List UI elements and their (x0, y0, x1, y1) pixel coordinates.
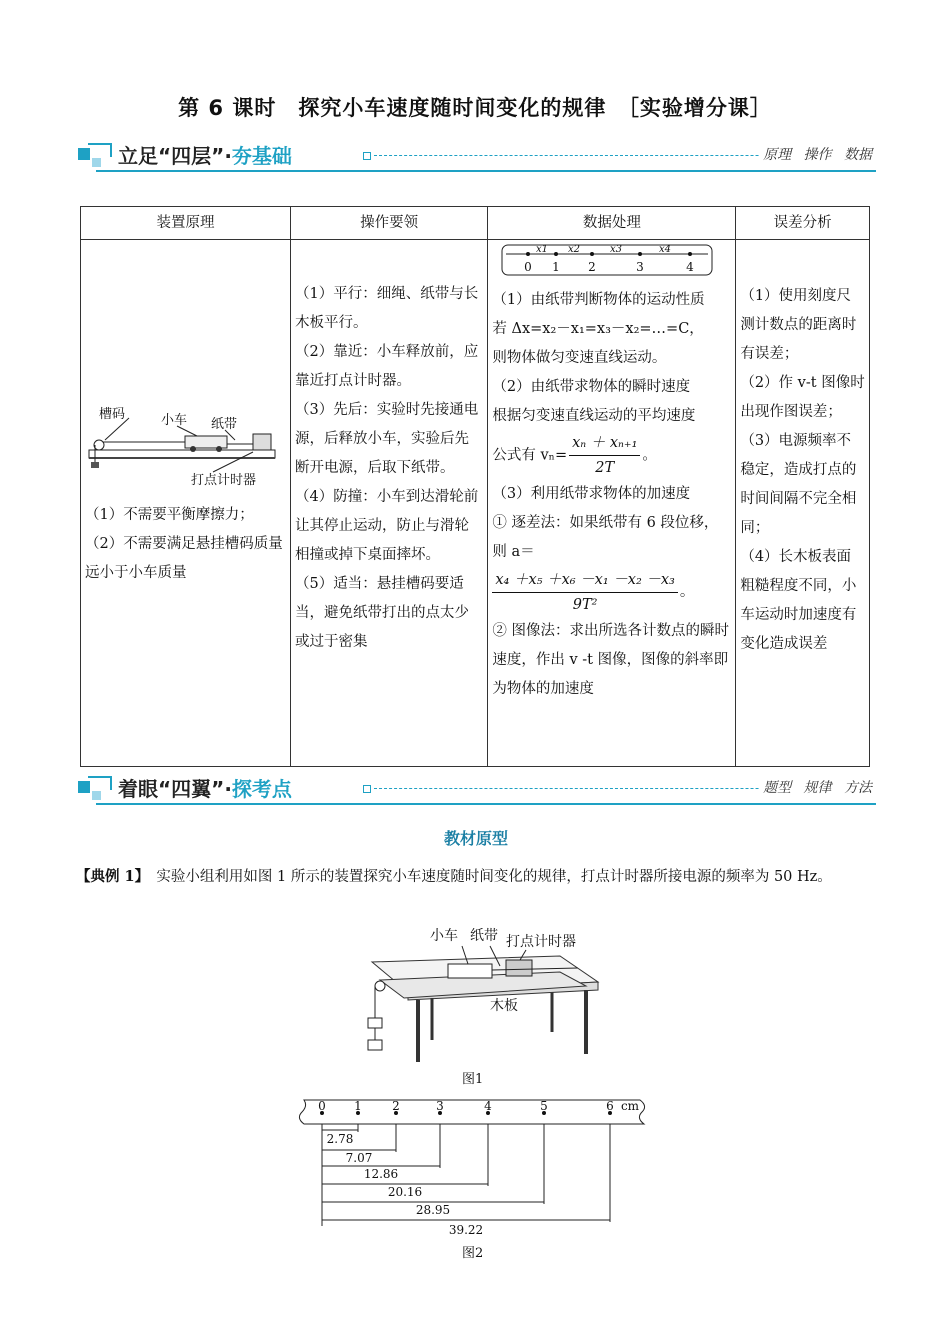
data-line: ① 逐差法：如果纸带有 6 段位移，则 a＝ (492, 515, 719, 560)
col-header: 误差分析 (736, 207, 870, 240)
data-line: ② 图像法：求出所选各计数点的瞬时速度，作出 v -t 图像，图像的斜率即为物体的加速度 (492, 623, 729, 697)
distance-label: 12.86 (363, 1167, 399, 1181)
banner-square-icon (78, 781, 90, 793)
section-tag: 教材原型 (418, 826, 534, 852)
label-xiao-che: 小车 (430, 928, 458, 944)
figure1-apparatus (350, 922, 610, 1067)
operation-item: （3）先后：实验时先接通电源，后释放小车，实验后先断开电源，后取下纸带。 (294, 402, 479, 476)
label-timer: 打点计时器 (191, 473, 257, 488)
banner-tags: 原理 操作 数据 (759, 144, 876, 164)
principle-line: （1）不需要平衡摩擦力； (85, 507, 254, 523)
section-banner-basics (78, 140, 876, 176)
data-line: （2）由纸带求物体的瞬时速度 (492, 379, 691, 395)
banner-box-icon (363, 152, 371, 160)
banner-decor (88, 776, 112, 790)
banner-square-icon (92, 158, 101, 167)
tape-point: 3 (436, 1099, 444, 1113)
table-row (81, 240, 870, 767)
operation-cell (290, 240, 487, 767)
tape-point: 1 (354, 1099, 362, 1113)
banner-square-icon (92, 791, 101, 800)
data-line: （3）利用纸带求物体的加速度 (492, 486, 691, 502)
col-header: 操作要领 (290, 207, 487, 240)
error-item: （1）使用刻度尺测计数点的距离时有误差； (740, 288, 857, 362)
tape-segment: x1 (536, 244, 549, 255)
distance-label: 2.78 (326, 1132, 354, 1146)
tape-diagram (492, 242, 722, 278)
banner-underline (96, 803, 876, 805)
example-paragraph (76, 860, 872, 894)
banner-tags: 题型 规律 方法 (759, 777, 876, 797)
summary-table (80, 206, 870, 767)
data-cell (488, 240, 736, 767)
principle-line: （2）不需要满足悬挂槽码质量远小于小车质量 (85, 536, 283, 581)
tape-point: 5 (540, 1099, 548, 1113)
distance-label: 28.95 (415, 1203, 451, 1217)
data-line: 根据匀变速直线运动的平均速度 (492, 408, 696, 424)
banner-heading: 立足“四层”·夯基础 (118, 144, 292, 168)
page-title: 第 6 课时 探究小车速度随时间变化的规律 ［实验增分课］ (178, 96, 772, 120)
figure2-caption: 图2 (462, 1246, 484, 1261)
banner-square-icon (78, 148, 90, 160)
distance-label: 39.22 (448, 1223, 484, 1237)
operation-item: （4）防撞：小车到达滑轮前让其停止运动，防止与滑轮相撞或掉下桌面摔坏。 (294, 489, 479, 563)
tape-segment: x4 (659, 244, 672, 255)
principle-cell (81, 240, 291, 767)
tape-point: 4 (484, 1099, 492, 1113)
data-line: （1）由纸带判断物体的运动性质 (492, 292, 705, 308)
tape-point: 0 (318, 1099, 326, 1113)
tape-point: 2 (588, 260, 597, 274)
table-header-row (81, 207, 870, 240)
banner-decor (88, 143, 112, 157)
figure2-tape (296, 1096, 656, 1242)
label-zhi-dai: 纸带 (211, 417, 238, 432)
tape-point: 0 (524, 260, 533, 274)
figure1-caption: 图1 (462, 1072, 484, 1087)
example-label: 【典例 1】 (76, 868, 142, 885)
tape-point: 3 (636, 260, 645, 274)
data-line: 若 Δx=x₂－x₁=x₃－x₂=…=C， (492, 321, 704, 337)
apparatus-diagram (85, 400, 285, 490)
error-cell (736, 240, 870, 767)
col-header: 数据处理 (488, 207, 736, 240)
distance-label: 20.16 (387, 1185, 423, 1199)
banner-box-icon (363, 785, 371, 793)
col-header: 装置原理 (81, 207, 291, 240)
operation-item: （2）靠近：小车释放前，应靠近打点计时器。 (294, 344, 479, 389)
error-item: （4）长木板表面粗糙程度不同，小车运动时加速度有变化造成误差 (740, 549, 857, 652)
example-text: 实验小组利用如图 1 所示的装置探究小车速度随时间变化的规律，打点计时器所接电源的频率为 50 Hz。 (141, 869, 832, 885)
tape-segment: x3 (610, 244, 623, 255)
tape-point: 2 (392, 1099, 400, 1113)
tape-point: 4 (686, 260, 695, 274)
banner-underline (96, 170, 876, 172)
acceleration-formula: $\frac{\text{x₄ ＋x₅ ＋x₆ －x₁ －x₂ －x₃}}{\text{9T²}}$ 。 (492, 567, 731, 617)
velocity-formula: 公式有 vₙ= $\frac{\text{xₙ ＋ xₙ₊₁}}{2T}$ 。 (492, 431, 731, 480)
section-banner-exam (78, 773, 876, 809)
tape-unit: cm (620, 1099, 640, 1113)
banner-heading: 着眼“四翼”·探考点 (118, 777, 292, 801)
label-timer: 打点计时器 (506, 934, 576, 950)
tape-segment: x2 (568, 244, 581, 255)
label-xiao-che: 小车 (161, 413, 188, 428)
distance-label: 7.07 (345, 1151, 373, 1165)
tape-point: 6 (606, 1099, 614, 1113)
operation-item: （1）平行：细绳、纸带与长木板平行。 (294, 286, 479, 331)
label-mu-ban: 木板 (490, 998, 518, 1014)
operation-item: （5）适当：悬挂槽码要适当，避免纸带打出的点太少或过于密集 (294, 576, 469, 650)
label-zhi-dai: 纸带 (470, 928, 498, 944)
label-cao-ma: 槽码 (99, 407, 126, 422)
error-item: （3）电源频率不稳定，造成打点的时间间隔不完全相同； (740, 433, 857, 536)
tape-point: 1 (552, 260, 561, 274)
data-line: 则物体做匀变速直线运动。 (492, 350, 667, 366)
error-item: （2）作 v-t 图像时出现作图误差； (740, 375, 865, 420)
